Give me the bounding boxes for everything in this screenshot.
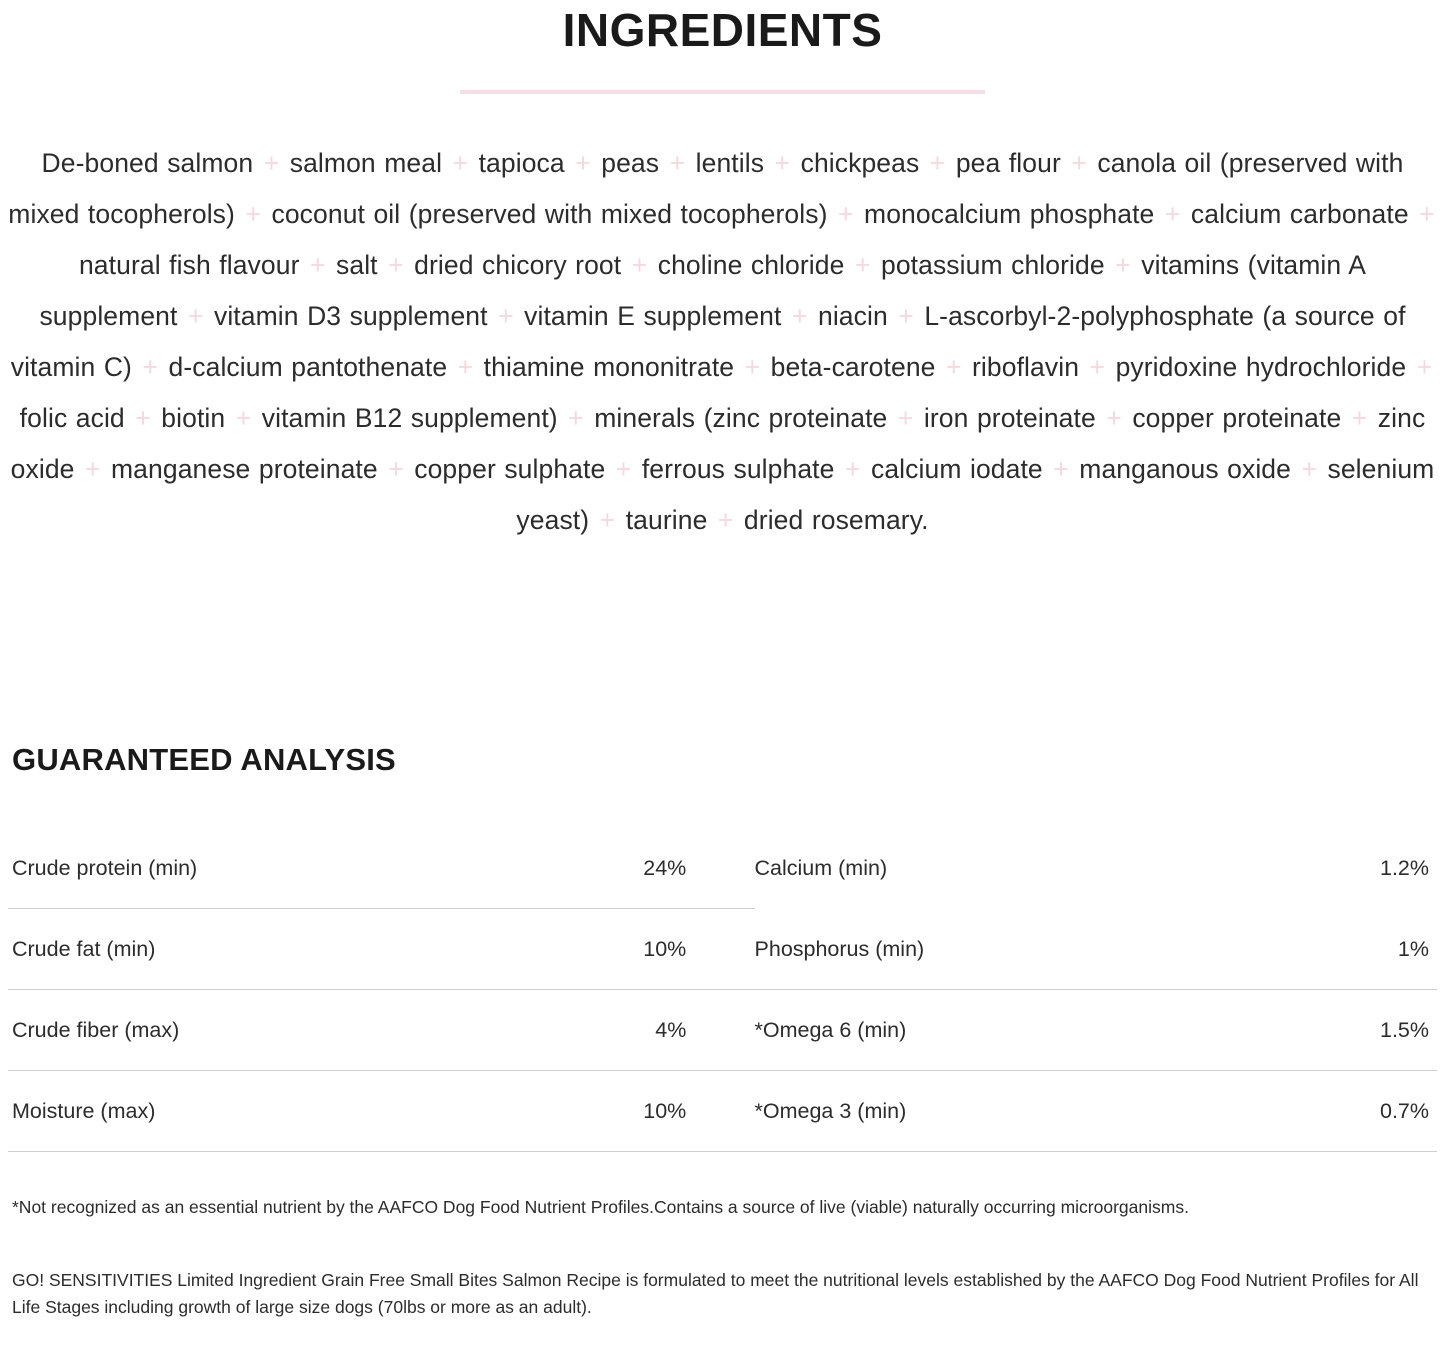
- column-gap: [698, 990, 754, 1071]
- nutrient-value: 10%: [532, 909, 698, 990]
- nutrient-label: *Omega 6 (min): [755, 990, 1275, 1071]
- guaranteed-analysis-table: [8, 828, 1437, 1152]
- table-body: [8, 828, 1437, 1152]
- ingredient-separator-icon: +: [309, 250, 326, 281]
- ingredient-separator-icon: +: [838, 199, 854, 230]
- nutrient-label: Crude protein (min): [8, 828, 532, 909]
- table-row: [8, 990, 1437, 1071]
- nutrient-value: 1.5%: [1275, 990, 1438, 1071]
- aafco-disclaimer-text: GO! SENSITIVITIES Limited Ingredient Grain Free Small Bites Salmon Recipe is formulated to meet the nutritional levels established by the AAFCO Dog Food Nutrient Profiles for All Life Stages including growth of large size dogs (70lbs or more as an adult).: [12, 1269, 1419, 1317]
- ingredient-separator-icon: +: [615, 454, 632, 485]
- ingredient-separator-icon: +: [1053, 454, 1069, 485]
- ingredient-separator-icon: +: [744, 352, 761, 383]
- nutrient-value: 1.2%: [1379, 856, 1429, 881]
- ingredient-separator-icon: +: [774, 148, 791, 179]
- ingredient-separator-icon: +: [187, 301, 204, 332]
- nutrient-value: 0.7%: [1275, 1071, 1438, 1152]
- ingredient-separator-icon: +: [263, 148, 280, 179]
- nutrient-value: 4%: [532, 990, 698, 1071]
- nutrient-label: *Omega 3 (min): [755, 1071, 1275, 1152]
- ingredient-separator-icon: +: [791, 301, 808, 332]
- ingredient-separator-icon: +: [844, 454, 861, 485]
- nutrient-label: Crude fat (min): [8, 909, 532, 990]
- ingredient-separator-icon: +: [135, 403, 151, 434]
- ingredient-separator-icon: +: [452, 148, 469, 179]
- ingredient-separator-icon: +: [1351, 403, 1368, 434]
- ingredient-separator-icon: +: [669, 148, 686, 179]
- table-row: [8, 1071, 1437, 1152]
- column-gap: [698, 1071, 754, 1152]
- ingredient-separator-icon: +: [457, 352, 474, 383]
- ingredient-separator-icon: +: [1301, 454, 1318, 485]
- ingredient-separator-icon: +: [388, 250, 404, 281]
- table-row: [8, 909, 1437, 990]
- ingredient-separator-icon: +: [1106, 403, 1122, 434]
- ingredient-separator-icon: +: [898, 301, 914, 332]
- nutrient-value: 10%: [532, 1071, 698, 1152]
- table-row: [8, 828, 1437, 909]
- ingredient-separator-icon: +: [142, 352, 159, 383]
- page-title: INGREDIENTS: [562, 4, 883, 56]
- ingredient-separator-icon: +: [1071, 148, 1087, 179]
- guaranteed-analysis-title: GUARANTEED ANALYSIS: [12, 742, 396, 778]
- ingredient-separator-icon: +: [1419, 199, 1435, 230]
- ingredient-separator-icon: +: [575, 148, 591, 179]
- ingredients-text: De-boned salmon + salmon meal + tapioca + peas + lentils + chickpeas + pea flour + canola oil (preserved with mixed tocopherols) + coconut oil (preserved with mixed tocopherols) + monocalcium phosphate + calcium carbonate + natural fish flavour + salt + dried chicory root + choline chloride + potassium chloride + vitamins (vitamin A supplement + vitamin D3 supplement + vitamin E supplement + niacin + L-ascorbyl-2-polyphosphate (a source of vitamin C) + d-calcium pantothenate + thiamine mononitrate + beta-carotene + riboflavin + pyridoxine hydrochloride + folic acid + biotin + vitamin B12 supplement) + minerals (zinc proteinate + iron proteinate + copper proteinate + zinc oxide + manganese proteinate + copper sulphate + ferrous sulphate + calcium iodate + manganous oxide + selenium yeast) + taurine + dried rosemary.: [8, 148, 1435, 536]
- ingredient-separator-icon: +: [945, 352, 962, 383]
- ingredient-separator-icon: +: [245, 199, 262, 230]
- column-gap: [698, 828, 754, 909]
- nutrient-value: 1%: [1275, 909, 1438, 990]
- ingredient-separator-icon: +: [897, 403, 914, 434]
- title-divider: [460, 90, 985, 94]
- nutrient-label: Crude fiber (max): [8, 990, 532, 1071]
- nutrient-value: 24%: [532, 828, 698, 909]
- ingredient-separator-icon: +: [235, 403, 252, 434]
- footnote-text: *Not recognized as an essential nutrient by the AAFCO Dog Food Nutrient Profiles.Contains a source of live (viable) naturally occurring microorganisms.: [12, 1197, 1189, 1218]
- ingredient-separator-icon: +: [1089, 352, 1106, 383]
- ingredient-separator-icon: +: [854, 250, 871, 281]
- nutrient-label: Moisture (max): [8, 1071, 532, 1152]
- column-gap: [698, 909, 754, 990]
- ingredient-separator-icon: +: [1416, 352, 1433, 383]
- ingredient-separator-icon: +: [717, 505, 734, 536]
- ingredient-separator-icon: +: [631, 250, 648, 281]
- ingredient-separator-icon: +: [929, 148, 946, 179]
- nutrient-label: Calcium (min): [754, 856, 888, 881]
- ingredient-separator-icon: +: [1115, 250, 1131, 281]
- ingredient-separator-icon: +: [1164, 199, 1181, 230]
- nutrient-label: Phosphorus (min): [755, 909, 1275, 990]
- ingredient-separator-icon: +: [498, 301, 514, 332]
- ingredient-separator-icon: +: [388, 454, 404, 485]
- ingredient-separator-icon: +: [84, 454, 101, 485]
- ingredient-separator-icon: +: [568, 403, 584, 434]
- ingredient-separator-icon: +: [599, 505, 616, 536]
